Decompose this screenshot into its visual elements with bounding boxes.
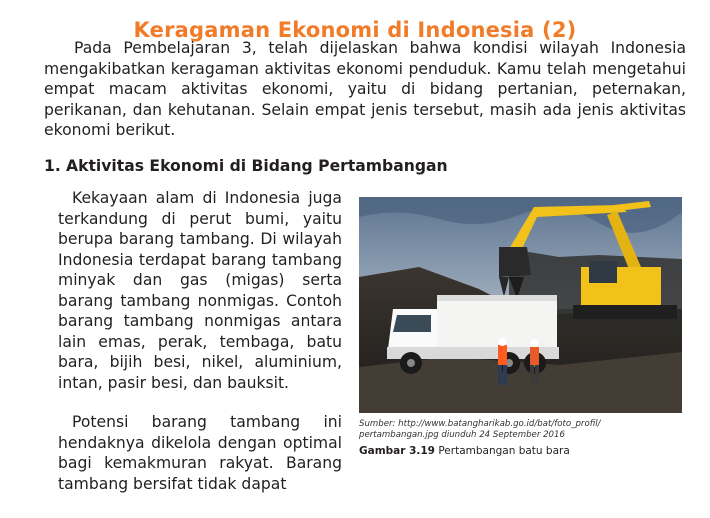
mining-photo xyxy=(359,197,682,413)
figure-source-line-1: Sumber: http://www.batangharikab.go.id/bat/foto_profil/ xyxy=(359,419,601,429)
worker-2-helmet xyxy=(531,339,539,347)
section-heading xyxy=(44,157,448,175)
worker-1-leg-right xyxy=(503,365,507,385)
figure-caption xyxy=(359,445,570,457)
section-number: 1. xyxy=(44,157,61,175)
worker-1-leg-left xyxy=(498,365,502,385)
body-paragraph-1: Kekayaan alam di Indonesia juga terkandung di perut bumi, yaitu berupa barang tambang. Di wilayah Indonesia terdapat barang tambang minyak dan gas (migas) serta barang tambang nonmigas. Contoh barang tambang nonmigas antara lain emas, perak, tembaga, batu bara, bijih besi, nikel, aluminium, intan, pasir besi, dan bauksit. xyxy=(58,189,342,392)
figure-caption-text: Pertambangan batu bara xyxy=(438,445,570,457)
worker-1-helmet xyxy=(499,338,507,346)
excavator-bucket xyxy=(499,247,531,277)
worker-2-leg-left xyxy=(530,365,534,383)
figure-caption-label: Gambar 3.19 xyxy=(359,445,435,457)
page-title: Keragaman Ekonomi di Indonesia (2) xyxy=(133,18,577,43)
excavator-cab-window xyxy=(589,261,617,283)
truck-windshield xyxy=(393,315,431,332)
coal-mining-illustration xyxy=(359,197,682,413)
worker-1-vest xyxy=(498,345,507,365)
truck-dump-rim xyxy=(437,295,557,301)
truck-hub-front xyxy=(407,359,415,367)
body-paragraph-2: Potensi barang tambang ini hendaknya dikelola dengan optimal bagi kemakmuran rakyat. Barang tambang bersifat tidak dapat xyxy=(58,413,342,493)
section-heading-text: Aktivitas Ekonomi di Bidang Pertambangan xyxy=(66,157,448,175)
worker-2-vest xyxy=(530,347,539,365)
figure-source-line-2: pertambangan.jpg diunduh 24 September 2016 xyxy=(359,430,565,440)
truck-dump-body xyxy=(437,295,557,347)
worker-2-leg-right xyxy=(535,365,539,383)
figure-source xyxy=(359,419,689,441)
excavator-track xyxy=(573,305,677,319)
intro-paragraph: Pada Pembelajaran 3, telah dijelaskan bahwa kondisi wilayah Indonesia mengakibatkan keragaman aktivitas ekonomi penduduk. Kamu telah mengetahui empat macam aktivitas ekonomi, yaitu di bidang pertanian, peternakan, perikanan, dan kehutanan. Selain empat jenis tersebut, masih ada jenis aktivitas ekonomi berikut. xyxy=(44,39,686,139)
